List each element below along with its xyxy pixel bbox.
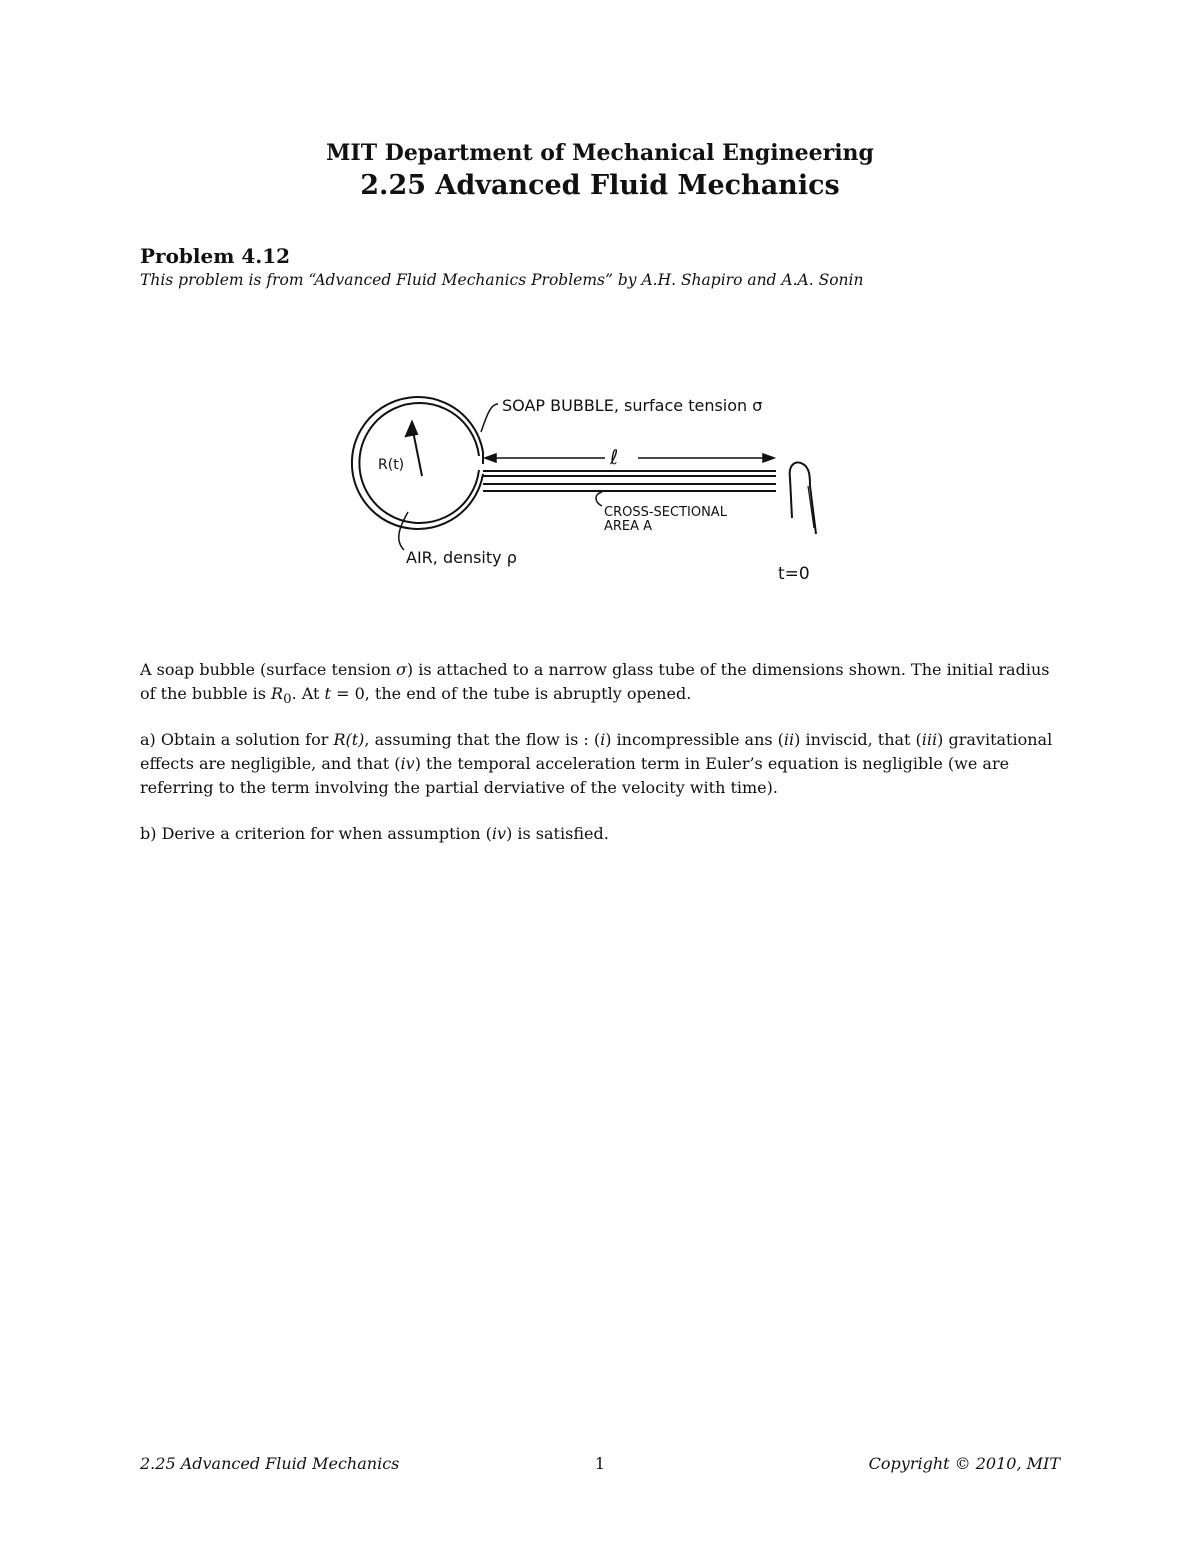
air-leader <box>399 512 408 550</box>
area-label-line1: CROSS-SECTIONAL <box>604 505 727 520</box>
department-heading: MIT Department of Mechanical Engineering <box>326 140 874 166</box>
length-arrow <box>485 454 774 462</box>
footer-course: 2.25 Advanced Fluid Mechanics <box>140 1454 400 1473</box>
footer-page-number: 1 <box>594 1454 606 1473</box>
paragraph-intro: A soap bubble (surface tension σ) is attached to a narrow glass tube of the dimensions shown. The initial radius of the bubble is $R_0$. At t = 0, the end of the tube is abruptly opened. <box>140 660 1050 708</box>
finger-icon <box>790 463 816 534</box>
air-density-label: AIR, density ρ <box>406 548 517 567</box>
problem-source: This problem is from “Advanced Fluid Mechanics Problems” by A.H. Shapiro and A.A. Sonin <box>140 271 864 289</box>
problem-title: Problem 4.12 <box>140 244 291 268</box>
length-label: ℓ <box>610 445 619 469</box>
radius-arrow <box>406 422 422 476</box>
soap-bubble-label: SOAP BUBBLE, surface tension σ <box>502 396 763 415</box>
footer-copyright: Copyright © 2010, MIT <box>868 1454 1060 1473</box>
area-leader <box>596 492 602 506</box>
paragraph-part-b: b) Derive a criterion for when assumption (iv) is satisfied. <box>140 824 609 843</box>
course-title: 2.25 Advanced Fluid Mechanics <box>360 170 840 201</box>
radius-label: R(t) <box>378 457 405 473</box>
time-label: t=0 <box>778 564 810 584</box>
soap-bubble-figure <box>340 360 840 600</box>
paragraph-part-a: a) Obtain a solution for R(t), assuming that the flow is : (i) incompressible ans (ii) inviscid, that (iii) gravitational effects are negligible, and that (iv) the temporal acceleration term in Euler’s equation is negligible (we are referring to the term involving the partial derviative of the velocity with time). <box>140 730 1053 797</box>
bubble-outline <box>352 397 483 529</box>
soap-leader <box>481 404 498 432</box>
area-label-line2: AREA A <box>604 519 653 534</box>
